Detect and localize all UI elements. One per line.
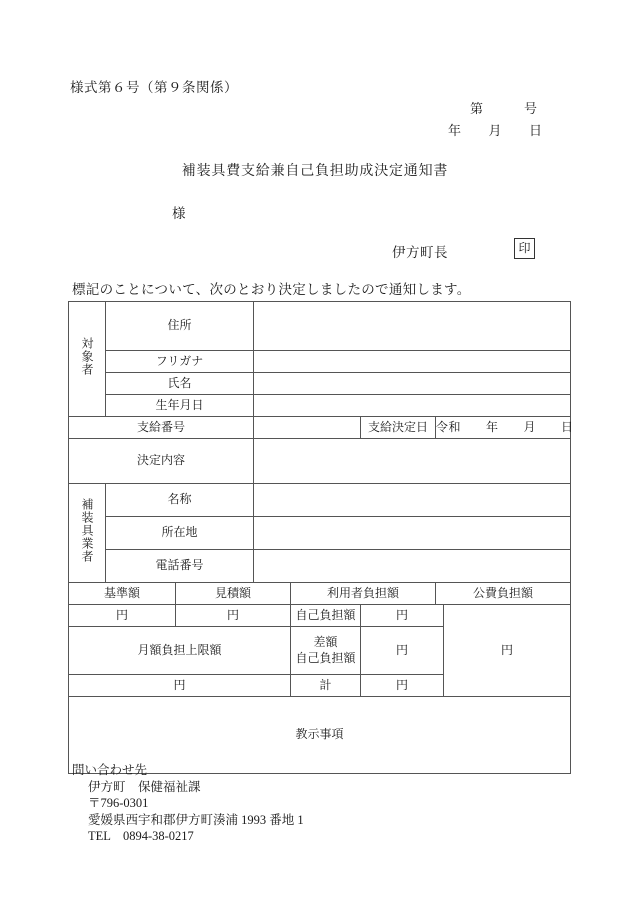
document-date-field: 年 月 日 bbox=[448, 123, 543, 138]
difference-label bbox=[291, 627, 361, 675]
user-burden-header: 利用者負担額 bbox=[291, 583, 436, 605]
standard-amount-value[interactable]: 円 bbox=[69, 605, 176, 627]
name-value[interactable] bbox=[254, 373, 571, 395]
vendor-location-label: 所在地 bbox=[106, 517, 254, 550]
contact-telephone: TEL 0894-38-0217 bbox=[88, 829, 194, 843]
vendor-name-value[interactable] bbox=[254, 484, 571, 517]
estimate-amount-value[interactable]: 円 bbox=[176, 605, 291, 627]
table-row bbox=[69, 351, 571, 373]
difference-label-line1: 差額 bbox=[313, 634, 338, 649]
table-row bbox=[69, 583, 571, 605]
address-label: 住所 bbox=[106, 302, 254, 351]
vendor-location-value[interactable] bbox=[254, 517, 571, 550]
furigana-label: フリガナ bbox=[106, 351, 254, 373]
difference-value[interactable]: 円 bbox=[361, 627, 444, 675]
table-row bbox=[69, 417, 571, 439]
contact-postal-code: 〒796-0301 bbox=[88, 796, 149, 810]
footer-contact bbox=[68, 762, 304, 845]
self-burden-value[interactable]: 円 bbox=[361, 605, 444, 627]
vendor-phone-value[interactable] bbox=[254, 550, 571, 583]
total-value[interactable]: 円 bbox=[361, 675, 444, 697]
contact-address: 愛媛県西宇和郡伊方町湊浦 1993 番地 1 bbox=[88, 812, 304, 827]
decision-content-label: 決定内容 bbox=[69, 439, 254, 484]
table-row bbox=[69, 484, 571, 517]
payment-number-value[interactable] bbox=[254, 417, 361, 439]
self-burden-label: 自己負担額 bbox=[291, 605, 361, 627]
table-row bbox=[69, 517, 571, 550]
table-row bbox=[69, 605, 571, 627]
total-label: 計 bbox=[291, 675, 361, 697]
contact-label: 問い合わせ先 bbox=[72, 763, 148, 777]
monthly-cap-label: 月額負担上限額 bbox=[69, 627, 291, 675]
payment-decision-date-label: 支給決定日 bbox=[361, 417, 436, 439]
document-number-field: 第 号 bbox=[470, 101, 538, 116]
subject-label: 対象者 bbox=[80, 337, 94, 377]
decision-content-value[interactable] bbox=[254, 439, 571, 484]
table-row bbox=[69, 439, 571, 484]
page-title: 補装具費支給兼自己負担助成決定通知書 bbox=[181, 164, 449, 179]
public-burden-header: 公費負担額 bbox=[436, 583, 571, 605]
table-row bbox=[69, 395, 571, 417]
intro-sentence: 標記のことについて、次のとおり決定しましたので通知します。 bbox=[72, 282, 471, 297]
addressee-suffix: 様 bbox=[172, 206, 186, 221]
vendor-label: 補装具業者 bbox=[80, 498, 94, 564]
vendor-label-cell bbox=[69, 484, 106, 583]
name-label: 氏名 bbox=[106, 373, 254, 395]
table-row bbox=[69, 550, 571, 583]
difference-label-line2: 自己負担額 bbox=[295, 650, 356, 665]
payment-decision-date-value[interactable]: 令和 年 月 日 bbox=[436, 417, 571, 439]
notice-section[interactable]: 教示事項 bbox=[69, 697, 571, 774]
signer-name: 伊方町長 bbox=[392, 245, 448, 260]
vendor-name-label: 名称 bbox=[106, 484, 254, 517]
standard-amount-header: 基準額 bbox=[69, 583, 176, 605]
payment-number-label: 支給番号 bbox=[69, 417, 254, 439]
estimate-amount-header: 見積額 bbox=[176, 583, 291, 605]
birthdate-value[interactable] bbox=[254, 395, 571, 417]
public-burden-value[interactable]: 円 bbox=[444, 605, 571, 697]
table-row bbox=[69, 302, 571, 351]
vendor-phone-label: 電話番号 bbox=[106, 550, 254, 583]
subject-label-cell bbox=[69, 302, 106, 417]
contact-department: 伊方町 保健福祉課 bbox=[88, 779, 201, 794]
seal-icon: 印 bbox=[514, 238, 535, 259]
birthdate-label: 生年月日 bbox=[106, 395, 254, 417]
address-value[interactable] bbox=[254, 302, 571, 351]
decision-table bbox=[68, 301, 574, 774]
form-number: 様式第６号（第９条関係） bbox=[70, 80, 238, 95]
furigana-value[interactable] bbox=[254, 351, 571, 373]
monthly-cap-value[interactable]: 円 bbox=[69, 675, 291, 697]
table-row bbox=[69, 373, 571, 395]
